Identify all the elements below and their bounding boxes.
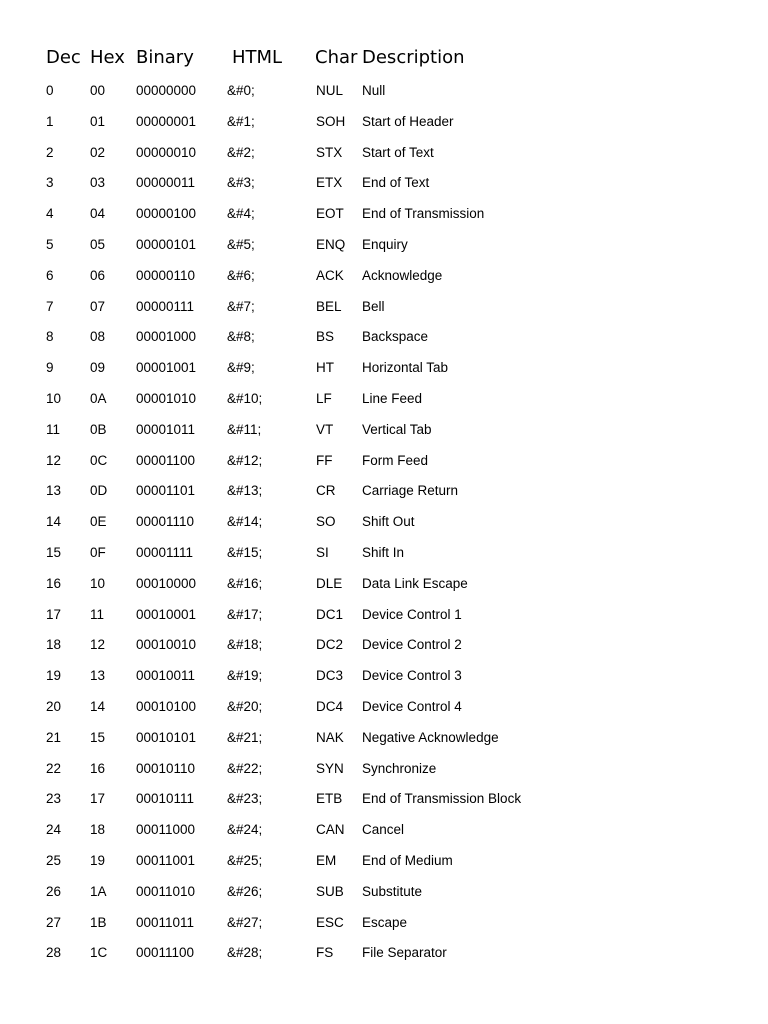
cell-description: Device Control 2 (362, 637, 462, 653)
cell-description: Enquiry (362, 236, 408, 252)
cell-dec: 22 (46, 760, 62, 776)
cell-binary: 00010101 (136, 729, 197, 745)
cell-binary: 00001111 (136, 544, 194, 560)
cell-hex: 12 (90, 637, 106, 653)
cell-html: &#3; (227, 175, 255, 191)
cell-dec: 28 (46, 945, 62, 961)
cell-char: SI (316, 544, 329, 560)
cell-hex: 17 (90, 791, 106, 807)
cell-html: &#5; (227, 236, 255, 252)
cell-char: NAK (316, 729, 344, 745)
table-row (0, 417, 768, 448)
table-row (0, 448, 768, 479)
cell-description: Escape (362, 914, 408, 930)
cell-hex: 13 (90, 668, 106, 684)
cell-char: DC1 (316, 606, 344, 622)
cell-html: &#27; (227, 914, 263, 930)
cell-binary: 00001001 (136, 360, 197, 376)
cell-binary: 00001110 (136, 514, 195, 530)
cell-description: Shift Out (362, 514, 415, 530)
cell-html: &#17; (227, 606, 263, 622)
cell-binary: 00010011 (136, 668, 196, 684)
cell-html: &#15; (227, 544, 263, 560)
cell-html: &#28; (227, 945, 263, 961)
cell-char: FF (316, 452, 333, 468)
cell-dec: 21 (46, 729, 62, 745)
cell-html: &#4; (227, 206, 255, 222)
cell-dec: 18 (46, 637, 62, 653)
cell-hex: 09 (90, 360, 106, 376)
cell-dec: 4 (46, 206, 54, 222)
cell-char: STX (316, 144, 343, 160)
cell-hex: 18 (90, 822, 106, 838)
cell-char: SOH (316, 113, 346, 129)
cell-binary: 00000111 (136, 298, 195, 314)
table-row (0, 940, 768, 971)
cell-description: Substitute (362, 883, 423, 899)
cell-dec: 7 (46, 298, 54, 314)
table-row (0, 756, 768, 787)
cell-binary: 00011011 (136, 914, 195, 930)
table-row (0, 786, 768, 817)
cell-hex: 0B (90, 421, 107, 437)
cell-char: SYN (316, 760, 344, 776)
cell-char: DC4 (316, 698, 344, 714)
cell-binary: 00001000 (136, 329, 197, 345)
cell-char: NUL (316, 83, 344, 98)
cell-char: SUB (316, 883, 344, 899)
cell-char: ENQ (316, 236, 346, 252)
cell-hex: 0E (90, 514, 107, 530)
table-row (0, 386, 768, 417)
cell-html: &#19; (227, 668, 263, 684)
cell-hex: 07 (90, 298, 106, 314)
cell-char: BS (316, 329, 335, 345)
cell-description: End of Medium (362, 852, 453, 868)
cell-dec: 27 (46, 914, 62, 930)
table-row (0, 910, 768, 941)
table-row (0, 694, 768, 725)
cell-dec: 25 (46, 852, 62, 868)
cell-hex: 16 (90, 760, 106, 776)
table-row (0, 170, 768, 201)
cell-char: CR (316, 483, 336, 499)
cell-dec: 5 (46, 236, 54, 252)
cell-description: End of Transmission Block (362, 791, 522, 807)
cell-binary: 00011100 (136, 945, 195, 961)
cell-dec: 14 (46, 514, 62, 530)
cell-hex: 0D (90, 483, 108, 499)
header-description: Description (362, 47, 465, 68)
table-row (0, 294, 768, 325)
cell-char: ETX (316, 175, 343, 191)
cell-hex: 01 (90, 113, 106, 129)
table-row (0, 571, 768, 602)
cell-char: EM (316, 852, 337, 868)
cell-char: ESC (316, 914, 344, 930)
cell-dec: 20 (46, 698, 62, 714)
cell-hex: 15 (90, 729, 106, 745)
cell-description: End of Transmission (362, 206, 485, 222)
cell-dec: 11 (46, 421, 61, 437)
cell-dec: 8 (46, 329, 54, 345)
cell-dec: 16 (46, 575, 62, 591)
cell-dec: 2 (46, 144, 54, 160)
cell-dec: 3 (46, 175, 54, 191)
cell-html: &#0; (227, 83, 255, 98)
header-hex: Hex (90, 47, 125, 68)
cell-html: &#18; (227, 637, 263, 653)
cell-description: Backspace (362, 329, 429, 345)
table-row (0, 478, 768, 509)
cell-binary: 00000000 (136, 83, 197, 98)
cell-hex: 1C (90, 945, 108, 961)
cell-hex: 0A (90, 390, 107, 406)
header-binary: Binary (136, 47, 194, 68)
cell-dec: 1 (46, 113, 54, 129)
cell-html: &#8; (227, 329, 255, 345)
cell-dec: 24 (46, 822, 62, 838)
cell-hex: 1A (90, 883, 107, 899)
cell-description: Shift In (362, 544, 405, 560)
cell-dec: 10 (46, 390, 62, 406)
cell-char: DLE (316, 575, 343, 591)
cell-hex: 04 (90, 206, 106, 222)
cell-description: Line Feed (362, 390, 423, 406)
table-row (0, 201, 768, 232)
cell-char: LF (316, 390, 332, 406)
cell-binary: 00011010 (136, 883, 196, 899)
cell-html: &#12; (227, 452, 263, 468)
cell-description: Cancel (362, 822, 405, 838)
cell-description: Negative Acknowledge (362, 729, 499, 745)
table-row (0, 109, 768, 140)
header-dec: Dec (46, 47, 81, 68)
cell-html: &#7; (227, 298, 255, 314)
cell-description: Start of Text (362, 144, 434, 160)
cell-html: &#6; (227, 267, 255, 283)
cell-description: Data Link Escape (362, 575, 468, 591)
table-row (0, 324, 768, 355)
cell-dec: 0 (46, 83, 54, 98)
cell-html: &#22; (227, 760, 263, 776)
cell-hex: 0C (90, 452, 108, 468)
cell-char: HT (316, 360, 334, 376)
cell-html: &#24; (227, 822, 263, 838)
cell-binary: 00001010 (136, 390, 197, 406)
cell-html: &#21; (227, 729, 263, 745)
cell-binary: 00000110 (136, 267, 196, 283)
table-row (0, 663, 768, 694)
table-row (0, 632, 768, 663)
cell-char: BEL (316, 298, 342, 314)
cell-binary: 00010010 (136, 637, 197, 653)
cell-hex: 1B (90, 914, 107, 930)
header-html: HTML (232, 47, 283, 68)
cell-dec: 26 (46, 883, 62, 899)
cell-html: &#25; (227, 852, 263, 868)
cell-binary: 00000100 (136, 206, 197, 222)
cell-html: &#10; (227, 390, 263, 406)
cell-hex: 06 (90, 267, 106, 283)
cell-hex: 05 (90, 236, 106, 252)
table-row (0, 78, 768, 109)
cell-binary: 00010000 (136, 575, 197, 591)
cell-dec: 13 (46, 483, 62, 499)
cell-binary: 00000001 (136, 113, 197, 129)
cell-binary: 00000011 (136, 175, 196, 191)
table-row (0, 509, 768, 540)
table-row (0, 355, 768, 386)
table-row (0, 232, 768, 263)
cell-hex: 08 (90, 329, 106, 345)
cell-dec: 9 (46, 360, 54, 376)
cell-binary: 00000101 (136, 236, 197, 252)
table-row (0, 879, 768, 910)
cell-hex: 00 (90, 83, 106, 98)
cell-binary: 00010110 (136, 760, 196, 776)
cell-char: DC3 (316, 668, 344, 684)
table-row (0, 848, 768, 879)
cell-binary: 00000010 (136, 144, 197, 160)
cell-description: Device Control 3 (362, 668, 462, 684)
cell-description: File Separator (362, 945, 447, 961)
cell-hex: 14 (90, 698, 106, 714)
cell-description: Synchronize (362, 760, 437, 776)
cell-html: &#14; (227, 514, 263, 530)
cell-hex: 19 (90, 852, 106, 868)
table-row (0, 140, 768, 171)
cell-description: End of Text (362, 175, 430, 191)
cell-description: Device Control 1 (362, 606, 462, 622)
cell-dec: 17 (46, 606, 62, 622)
table-row (0, 602, 768, 633)
cell-html: &#11; (227, 421, 262, 437)
cell-dec: 12 (46, 452, 62, 468)
cell-binary: 00001100 (136, 452, 196, 468)
cell-char: VT (316, 421, 334, 437)
cell-char: ETB (316, 791, 343, 807)
cell-binary: 00010111 (136, 791, 195, 807)
cell-description: Start of Header (362, 113, 454, 129)
cell-html: &#1; (227, 113, 255, 129)
cell-dec: 19 (46, 668, 62, 684)
cell-description: Horizontal Tab (362, 360, 449, 376)
cell-description: Vertical Tab (362, 421, 432, 437)
cell-char: SO (316, 514, 336, 530)
cell-hex: 03 (90, 175, 106, 191)
cell-description: Acknowledge (362, 267, 443, 283)
cell-html: &#9; (227, 360, 255, 376)
cell-char: CAN (316, 822, 345, 838)
cell-description: Bell (362, 298, 385, 314)
table-body (0, 78, 768, 971)
header-char: Char (315, 47, 358, 68)
cell-char: EOT (316, 206, 344, 222)
cell-binary: 00011001 (136, 852, 196, 868)
cell-hex: 02 (90, 144, 106, 160)
cell-binary: 00001011 (136, 421, 196, 437)
table-row (0, 817, 768, 848)
cell-hex: 10 (90, 575, 106, 591)
cell-hex: 11 (90, 606, 105, 622)
cell-char: FS (316, 945, 334, 961)
table-row (0, 540, 768, 571)
cell-html: &#2; (227, 144, 255, 160)
cell-dec: 6 (46, 267, 54, 283)
cell-binary: 00011000 (136, 822, 196, 838)
cell-description: Form Feed (362, 452, 429, 468)
cell-dec: 15 (46, 544, 62, 560)
cell-description: Carriage Return (362, 483, 459, 499)
table-row (0, 725, 768, 756)
cell-html: &#13; (227, 483, 263, 499)
cell-dec: 23 (46, 791, 62, 807)
cell-hex: 0F (90, 544, 106, 560)
cell-binary: 00010001 (136, 606, 197, 622)
cell-char: ACK (316, 267, 344, 283)
table-row (0, 263, 768, 294)
cell-char: DC2 (316, 637, 344, 653)
cell-html: &#20; (227, 698, 263, 714)
cell-html: &#16; (227, 575, 263, 591)
cell-description: Null (362, 83, 386, 98)
cell-html: &#23; (227, 791, 263, 807)
cell-description: Device Control 4 (362, 698, 462, 714)
cell-binary: 00010100 (136, 698, 197, 714)
cell-binary: 00001101 (136, 483, 196, 499)
cell-html: &#26; (227, 883, 263, 899)
